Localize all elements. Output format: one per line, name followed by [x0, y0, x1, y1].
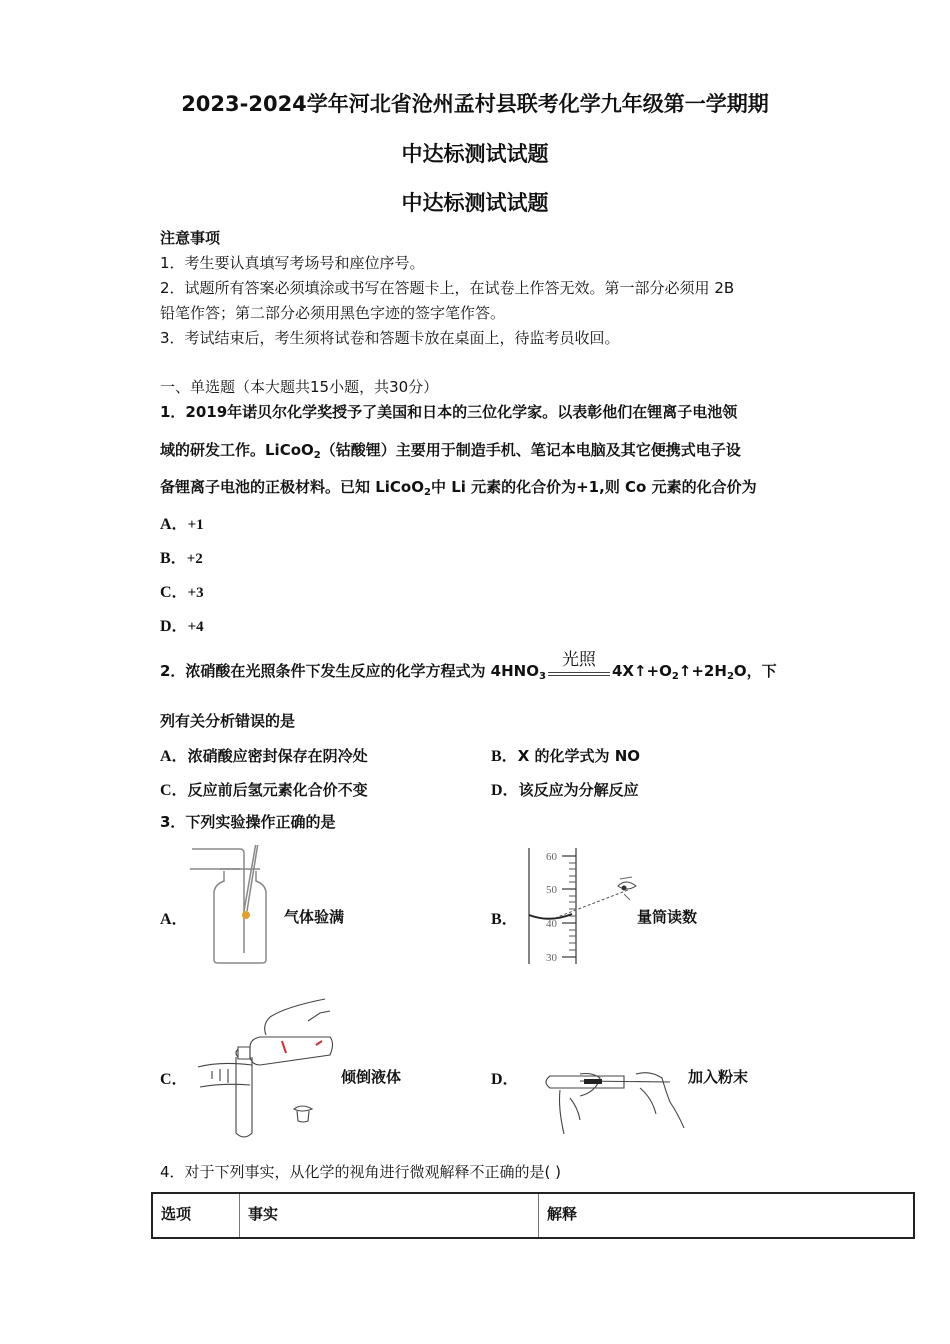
- svg-text:60: 60: [546, 851, 557, 863]
- q3-option-b-letter: B．: [491, 911, 518, 928]
- q3-option-d-letter: D．: [491, 1071, 519, 1088]
- document-title-line2: 中达标测试试题: [401, 142, 549, 166]
- q1-option-d: D．+4: [160, 618, 204, 635]
- q1-stem-line3: 备锂离子电池的正极材料。已知 LiCoO$_2$中 Li 元素的化合价为+1,则 Co 元素的化合价为: [160, 478, 757, 498]
- q2-option-d: D．该反应为分解反应: [491, 781, 639, 799]
- q2-option-c: C．反应前后氢元素化合价不变: [160, 781, 368, 799]
- q3-option-c-caption: 倾倒液体: [341, 1068, 402, 1086]
- meniscus: [529, 914, 572, 919]
- q3-stem: 3．下列实验操作正确的是: [160, 813, 336, 831]
- q1-option-a: A．+1: [160, 516, 204, 533]
- powder-icon: [584, 1079, 602, 1084]
- q1-stem-line2: 域的研发工作。LiCoO$_2$（钴酸锂）主要用于制造手机、笔记本电脑及其它便携式电子设: [160, 441, 741, 461]
- q2-option-a: A．浓硝酸应密封保存在阴冷处: [160, 747, 368, 765]
- notice-item-2: 2．试题所有答案必须填涂或书写在答题卡上，在试卷上作答无效。第一部分必须用 2B: [160, 279, 735, 297]
- q4-table: [151, 1192, 915, 1239]
- label-mark: [282, 1041, 322, 1053]
- svg-text:50: 50: [546, 884, 557, 896]
- pouring-liquid-figure: [190, 995, 340, 1145]
- reaction-arrow: 光照: [548, 665, 610, 679]
- section-heading: 一、单选题（本大题共15小题，共30分）: [160, 378, 439, 396]
- q3-option-a-caption: 气体验满: [284, 908, 345, 926]
- q3-option-c-letter: C．: [160, 1071, 188, 1088]
- document-title-line1: 2023-2024学年河北省沧州孟村县联考化学九年级第一学期期: [181, 92, 769, 116]
- q3-option-a-letter: A．: [160, 911, 188, 928]
- q1-stem-line1: 1．2019年诺贝尔化学奖授予了美国和日本的三位化学家。以表彰他们在锂离子电池领: [160, 403, 738, 421]
- table-header-explanation: 解释: [539, 1193, 915, 1238]
- burning-splint-icon: [242, 911, 250, 919]
- q3-option-d-caption: 加入粉末: [688, 1068, 749, 1086]
- eye-icon: [618, 877, 636, 900]
- q3-option-b-caption: 量筒读数: [637, 908, 698, 926]
- q2-stem-line1: 2．浓硝酸在光照条件下发生反应的化学方程式为 $4HNO_3$ 光照 $4X↑+O_2↑+2H_2O$，下: [160, 649, 777, 682]
- notice-heading: 注意事项: [160, 229, 221, 247]
- table-header-option: 选项: [152, 1193, 240, 1238]
- notice-item-1: 1．考生要认真填写考场号和座位序号。: [160, 254, 425, 272]
- notice-item-3: 3．考试结束后，考生须将试卷和答题卡放在桌面上，待监考员收回。: [160, 329, 620, 347]
- table-header-fact: 事实: [240, 1193, 539, 1238]
- adding-powder-figure: [520, 1068, 690, 1143]
- sightline: [555, 890, 628, 918]
- q4-stem: 4．对于下列事实，从化学的视角进行微观解释不正确的是( ): [160, 1163, 562, 1181]
- svg-text:40: 40: [546, 918, 557, 930]
- q2-option-b: B．X 的化学式为 NO: [491, 747, 641, 765]
- document-title-line3: 中达标测试试题: [401, 191, 549, 215]
- notice-item-2-cont: 铅笔作答；第二部分必须用黑色字迹的签字笔作答。: [160, 304, 506, 322]
- table-header-row: [152, 1193, 914, 1238]
- gas-bottle-figure: [190, 845, 280, 970]
- q2-stem-line2: 列有关分析错误的是: [160, 712, 296, 730]
- q1-option-b: B．+2: [160, 550, 203, 567]
- q1-option-c: C．+3: [160, 584, 204, 601]
- svg-text:30: 30: [546, 952, 557, 964]
